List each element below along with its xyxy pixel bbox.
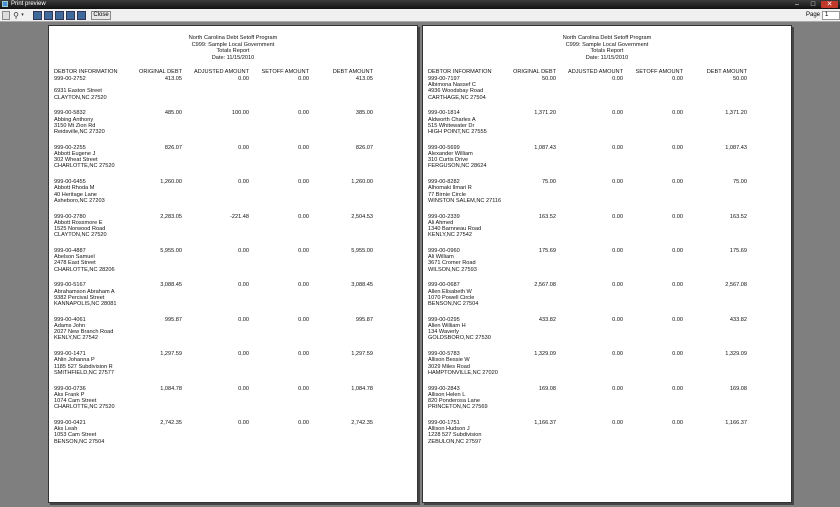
debtor-city: KENLY,NC 27542 xyxy=(54,335,98,342)
page-label: Page xyxy=(806,12,821,18)
adjusted-amount-value: 0.00 xyxy=(238,385,249,392)
debtor-info xyxy=(54,145,115,170)
debtor-info xyxy=(428,282,478,307)
report-header-line4: Date: 11/15/2010 xyxy=(585,54,629,61)
debtor-id: 999-00-1751 xyxy=(428,420,460,426)
setoff-amount-value: 0.00 xyxy=(672,110,683,117)
debtor-street: 2027 New Branch Road xyxy=(54,329,114,336)
debtor-street: 1185 527 Subdivision R xyxy=(54,363,113,370)
debtor-record xyxy=(49,110,417,144)
debtor-record xyxy=(49,386,417,420)
debtor-name: Allen Elisabeth W xyxy=(428,288,472,295)
debtor-record xyxy=(49,248,417,282)
debtor-id: 999-00-8282 xyxy=(428,179,460,186)
debtor-street: 1070 Powell Circle xyxy=(428,294,475,301)
six-pages-icon[interactable] xyxy=(77,11,86,20)
adjusted-amount-value: 0.00 xyxy=(612,110,623,117)
debtor-city: WILSON,NC 27593 xyxy=(428,266,477,273)
debtor-id: 999-00-0687 xyxy=(428,282,460,289)
debtor-city: SMITHFIELD,NC 27577 xyxy=(54,369,114,376)
original-debt-value: 50.00 xyxy=(542,76,556,82)
app-icon xyxy=(2,1,8,7)
debtor-city: CLAYTON,NC 27520 xyxy=(54,232,107,239)
debtor-id: 999-00-2339 xyxy=(428,213,460,220)
debtor-record xyxy=(423,110,791,144)
adjusted-amount-value: -221.48 xyxy=(230,213,249,220)
report-header-line3: Totals Report xyxy=(590,48,624,54)
debt-amount-value: 995.87 xyxy=(355,316,373,323)
debtor-id: 999-00-5167 xyxy=(54,282,86,289)
debt-amount-value: 5,955.00 xyxy=(351,248,373,254)
debtor-street: 40 Heritage Lane xyxy=(54,191,97,198)
debtor-record xyxy=(423,248,791,282)
debtor-name: Abrahamson Abraham A xyxy=(54,288,115,295)
debtor-name: Adams John xyxy=(54,323,86,329)
original-debt-value: 2,742.35 xyxy=(160,420,182,426)
debtor-id: 999-00-2843 xyxy=(428,385,460,392)
debtor-street: 3671 Cromer Road xyxy=(428,260,476,267)
original-debt-value: 75.00 xyxy=(542,179,556,186)
debtor-record xyxy=(423,317,791,351)
original-debt-value: 175.69 xyxy=(538,248,556,254)
debt-amount-value: 169.08 xyxy=(729,385,747,392)
three-pages-icon[interactable] xyxy=(55,11,64,20)
debtor-city: ZEBULON,NC 27597 xyxy=(428,438,482,445)
setoff-amount-header: SETOFF AMOUNT xyxy=(261,69,309,75)
debt-amount-value: 1,087.43 xyxy=(725,144,747,151)
adjusted-amount-header: ADJUSTED AMOUNT xyxy=(193,69,249,75)
original-debt-value: 169.08 xyxy=(538,385,556,392)
debtor-info xyxy=(54,248,115,273)
debtor-info xyxy=(428,248,477,273)
debt-amount-value: 163.52 xyxy=(729,213,747,220)
debtor-street: 1074 Cam Street xyxy=(54,398,97,404)
debtor-street: 515 Whitewater Dr xyxy=(428,122,475,129)
debt-amount-value: 826.07 xyxy=(355,144,373,151)
debtor-name: Aks Frank P xyxy=(54,391,85,398)
debtor-info xyxy=(54,317,113,342)
debtor-id: 999-00-0736 xyxy=(54,385,86,392)
debtor-city: GOLDSBORO,NC 27530 xyxy=(428,335,491,342)
report-page-2 xyxy=(422,25,792,503)
adjusted-amount-value: 0.00 xyxy=(612,316,623,323)
debtor-id: 999-00-5832 xyxy=(54,110,86,117)
debtor-id: 999-00-4887 xyxy=(54,248,86,254)
debtor-name: Ali Ahmed xyxy=(428,219,454,226)
setoff-amount-value: 0.00 xyxy=(298,282,309,289)
print-icon[interactable] xyxy=(2,11,10,20)
adjusted-amount-value: 0.00 xyxy=(238,179,249,186)
adjusted-amount-value: 0.00 xyxy=(612,179,623,186)
debtor-city: CARTHAGE,NC 27504 xyxy=(428,94,486,101)
debtor-id: 999-00-2255 xyxy=(54,144,86,151)
two-pages-icon[interactable] xyxy=(44,11,53,20)
debtor-name: Ali William xyxy=(428,254,454,261)
adjusted-amount-value: 0.00 xyxy=(612,144,623,151)
original-debt-header: ORIGINAL DEBT xyxy=(513,69,556,75)
debt-amount-value: 1,084.78 xyxy=(351,385,373,392)
debtor-name: Abelson Samuel xyxy=(54,254,95,261)
debtor-info xyxy=(428,76,486,101)
setoff-amount-value: 0.00 xyxy=(672,76,683,82)
adjusted-amount-value: 0.00 xyxy=(238,76,249,82)
debtor-info-header: DEBTOR INFORMATION xyxy=(54,69,118,75)
debtor-city: CHARLOTTE,NC 27520 xyxy=(54,404,115,411)
debtor-record xyxy=(423,179,791,213)
setoff-amount-value: 0.00 xyxy=(298,213,309,220)
debtor-name: Abbott Eugene J xyxy=(54,151,96,157)
debt-amount-value: 385.00 xyxy=(355,110,373,117)
debtor-city: PRINCETON,NC 27569 xyxy=(428,404,488,411)
original-debt-value: 826.07 xyxy=(164,144,182,151)
minimize-button[interactable]: – xyxy=(795,1,799,8)
original-debt-value: 5,955.00 xyxy=(160,248,182,254)
debtor-info xyxy=(428,420,482,445)
debtor-info-header: DEBTOR INFORMATION xyxy=(428,69,492,75)
setoff-amount-value: 0.00 xyxy=(298,385,309,392)
debtor-city: KANNAPOLIS,NC 28081 xyxy=(54,301,117,307)
debtor-info xyxy=(54,76,107,101)
debtor-info xyxy=(54,179,105,204)
debtor-street: 1525 Norwood Road xyxy=(54,226,106,232)
debtor-record xyxy=(423,282,791,316)
adjusted-amount-value: 0.00 xyxy=(238,351,249,358)
adjusted-amount-value: 0.00 xyxy=(612,420,623,426)
debtor-record xyxy=(423,351,791,385)
original-debt-value: 433.82 xyxy=(538,316,556,323)
debtor-record xyxy=(49,179,417,213)
adjusted-amount-value: 0.00 xyxy=(238,420,249,426)
debtor-record xyxy=(423,386,791,420)
debtor-record xyxy=(49,282,417,316)
debt-amount-value: 1,329.09 xyxy=(725,351,747,358)
debt-amount-value: 50.00 xyxy=(733,76,747,82)
adjusted-amount-value: 0.00 xyxy=(238,316,249,323)
debtor-name: Ahlin Johanna P xyxy=(54,357,95,364)
setoff-amount-value: 0.00 xyxy=(298,248,309,254)
original-debt-value: 1,260.00 xyxy=(160,179,182,186)
adjusted-amount-value: 0.00 xyxy=(612,282,623,289)
setoff-amount-value: 0.00 xyxy=(298,179,309,186)
debtor-name: Allen William H xyxy=(428,323,466,329)
original-debt-value: 995.87 xyxy=(164,316,182,323)
debt-amount-value: 1,166.37 xyxy=(725,420,747,426)
debt-amount-value: 75.00 xyxy=(733,179,747,186)
debtor-name: Albimona Nassef C xyxy=(428,82,476,89)
title-bar xyxy=(0,0,840,9)
debtor-street: 4936 Woodsbay Road xyxy=(428,88,484,95)
debtor-record xyxy=(423,76,791,110)
debtor-id: 999-00-2780 xyxy=(54,213,86,220)
debtor-street: 9382 Percival Street xyxy=(54,294,105,301)
debtor-record xyxy=(423,420,791,454)
debt-amount-value: 2,504.53 xyxy=(351,213,373,220)
setoff-amount-value: 0.00 xyxy=(298,144,309,151)
debt-amount-value: 175.69 xyxy=(729,248,747,254)
debtor-name: Allison Bessie W xyxy=(428,357,470,364)
setoff-amount-value: 0.00 xyxy=(672,351,683,358)
debtor-name: Aldworth Charles A xyxy=(428,116,476,123)
setoff-amount-value: 0.00 xyxy=(298,110,309,117)
setoff-amount-value: 0.00 xyxy=(672,213,683,220)
debtor-id: 999-00-1471 xyxy=(54,351,86,358)
debtor-city: HIGH POINT,NC 27555 xyxy=(428,129,487,135)
debtor-city: BENSON,NC 27504 xyxy=(428,301,479,307)
report-page-1 xyxy=(48,25,418,503)
debtor-city: FERGUSON,NC 28624 xyxy=(428,163,487,170)
debtor-street: 3029 Miles Road xyxy=(428,363,470,370)
debtor-info xyxy=(428,214,481,239)
debtor-info xyxy=(54,282,117,307)
debtor-name: Alhomaki Ilmari R xyxy=(428,185,472,192)
zoom-dropdown-icon[interactable]: ▾ xyxy=(21,12,24,18)
debtor-info xyxy=(54,420,104,445)
debtor-name: Allison Hudson J xyxy=(428,426,470,433)
debtor-city: WINSTON SALEM,NC 27116 xyxy=(428,197,502,204)
setoff-amount-value: 0.00 xyxy=(672,420,683,426)
debtor-city: Asheboro,NC 27203 xyxy=(54,197,105,204)
adjusted-amount-value: 0.00 xyxy=(612,385,623,392)
debtor-street: 1340 Barnneau Road xyxy=(428,226,482,232)
debt-amount-value: 1,260.00 xyxy=(351,179,373,186)
debt-amount-value: 1,297.59 xyxy=(351,351,373,358)
debtor-name: Abbott Rhoda M xyxy=(54,185,95,192)
debtor-id: 999-00-7197 xyxy=(428,76,460,82)
debtor-record xyxy=(49,317,417,351)
adjusted-amount-value: 0.00 xyxy=(612,76,623,82)
debtor-record xyxy=(49,145,417,179)
adjusted-amount-value: 0.00 xyxy=(238,282,249,289)
debtor-info xyxy=(428,317,491,342)
adjusted-amount-value: 0.00 xyxy=(238,144,249,151)
original-debt-value: 413.05 xyxy=(164,76,182,82)
debtor-info xyxy=(54,214,107,239)
debtor-info xyxy=(428,110,487,135)
debtor-record xyxy=(423,145,791,179)
original-debt-value: 1,329.09 xyxy=(534,351,556,358)
adjusted-amount-value: 0.00 xyxy=(238,248,249,254)
original-debt-value: 163.52 xyxy=(538,213,556,220)
original-debt-value: 1,166.37 xyxy=(534,420,556,426)
one-page-icon[interactable] xyxy=(33,11,42,20)
debtor-id: 999-00-0960 xyxy=(428,248,460,254)
debtor-info xyxy=(54,351,114,376)
debtor-info xyxy=(428,386,488,411)
adjusted-amount-header: ADJUSTED AMOUNT xyxy=(567,69,623,75)
four-pages-icon[interactable] xyxy=(66,11,75,20)
report-header-line4: Date: 11/15/2010 xyxy=(211,54,255,61)
toolbar xyxy=(0,9,840,22)
debtor-street: 820 Ponderosa Lane xyxy=(428,398,480,404)
debtor-street: 1053 Cam Street xyxy=(54,432,97,439)
debt-amount-value: 2,567.08 xyxy=(725,282,747,289)
debt-amount-value: 3,088.45 xyxy=(351,282,373,289)
debtor-name: Alexander William xyxy=(428,151,473,157)
debtor-street: 134 Waverly xyxy=(428,329,459,336)
debtor-id: 999-00-2752 xyxy=(54,76,86,82)
debtor-city: HAMPTONVILLE,NC 27020 xyxy=(428,369,498,376)
close-window-button[interactable]: ✕ xyxy=(821,1,838,8)
original-debt-value: 485.00 xyxy=(164,110,182,117)
debtor-record xyxy=(49,351,417,385)
setoff-amount-value: 0.00 xyxy=(298,76,309,82)
original-debt-header: ORIGINAL DEBT xyxy=(139,69,182,75)
debtor-street: 3150 Mt Zion Rd xyxy=(54,122,96,129)
debtor-city: KENLY,NC 27542 xyxy=(428,232,472,239)
report-header-line2: C999: Sample Local Government xyxy=(565,41,649,48)
setoff-amount-value: 0.00 xyxy=(672,316,683,323)
original-debt-value: 3,088.45 xyxy=(160,282,182,289)
setoff-amount-value: 0.00 xyxy=(672,248,683,254)
setoff-amount-value: 0.00 xyxy=(672,179,683,186)
debtor-name: Aks Leah xyxy=(54,426,78,433)
debtor-street: 302 Wheat Street xyxy=(54,157,98,164)
report-header-line1: North Carolina Debt Setoff Program xyxy=(562,35,652,41)
debtor-record xyxy=(423,214,791,248)
original-debt-value: 1,084.78 xyxy=(160,385,182,392)
debtor-record xyxy=(49,420,417,454)
debtor-record xyxy=(49,76,417,110)
original-debt-value: 2,283.05 xyxy=(160,213,182,220)
report-header-line2: C999: Sample Local Government xyxy=(191,41,275,48)
adjusted-amount-value: 0.00 xyxy=(612,213,623,220)
debtor-id: 999-00-5699 xyxy=(428,144,460,151)
page-number-input[interactable]: 1 xyxy=(822,11,840,20)
adjusted-amount-value: 100.00 xyxy=(231,110,249,117)
debtor-id: 999-00-1814 xyxy=(428,110,460,117)
debtor-city: BENSON,NC 27504 xyxy=(54,438,105,445)
window-title: Print preview xyxy=(11,1,46,7)
debtor-id: 999-00-4061 xyxy=(54,316,86,323)
debtor-info xyxy=(428,179,501,204)
debtor-street: 6931 Easton Street xyxy=(54,88,102,95)
debtor-id: 999-00-6455 xyxy=(54,179,86,186)
setoff-amount-value: 0.00 xyxy=(672,385,683,392)
debt-amount-value: 2,742.35 xyxy=(351,420,373,426)
debtor-city: CLAYTON,NC 27520 xyxy=(54,94,107,101)
debtor-info xyxy=(54,110,105,135)
debtor-street: 310 Curtis Drive xyxy=(428,157,469,164)
debt-amount-header: DEBT AMOUNT xyxy=(332,69,373,75)
zoom-icon[interactable]: ⚲ xyxy=(13,11,19,20)
adjusted-amount-value: 0.00 xyxy=(612,248,623,254)
debtor-info xyxy=(54,386,115,411)
original-debt-value: 1,371.20 xyxy=(534,110,556,117)
debtor-record xyxy=(49,214,417,248)
debtor-city: CHARLOTTE,NC 27520 xyxy=(54,163,115,170)
original-debt-value: 2,567.08 xyxy=(534,282,556,289)
debtor-street: 77 Birnie Circle xyxy=(428,191,466,198)
debtor-name: Allison Helen L xyxy=(428,391,466,398)
debtor-city: CHARLOTTE,NC 28206 xyxy=(54,266,115,273)
original-debt-value: 1,297.59 xyxy=(160,351,182,358)
debt-amount-value: 1,371.20 xyxy=(725,110,747,117)
debt-amount-value: 433.82 xyxy=(729,316,747,323)
maximize-button[interactable]: □ xyxy=(810,1,816,8)
setoff-amount-value: 0.00 xyxy=(672,144,683,151)
debtor-name: Abbott Rossmore E xyxy=(54,219,103,226)
adjusted-amount-value: 0.00 xyxy=(612,351,623,358)
setoff-amount-value: 0.00 xyxy=(298,351,309,358)
debtor-street: 2478 East Street xyxy=(54,260,96,267)
setoff-amount-value: 0.00 xyxy=(672,282,683,289)
report-header-line3: Totals Report xyxy=(216,48,250,54)
debtor-street: 1228 527 Subdivision xyxy=(428,432,482,439)
debtor-info xyxy=(428,351,498,376)
setoff-amount-header: SETOFF AMOUNT xyxy=(635,69,683,75)
original-debt-value: 1,087.43 xyxy=(534,144,556,151)
setoff-amount-value: 0.00 xyxy=(298,316,309,323)
debtor-id: 999-00-0295 xyxy=(428,316,460,323)
report-header-line1: North Carolina Debt Setoff Program xyxy=(188,35,278,41)
debtor-city: Reidsville,NC 27320 xyxy=(54,129,105,135)
debt-amount-value: 413.05 xyxy=(355,76,373,82)
debtor-info xyxy=(428,145,486,170)
debtor-id: 999-00-0421 xyxy=(54,420,86,426)
debtor-id: 999-00-5783 xyxy=(428,351,460,358)
debtor-name: Abbing Anthony xyxy=(54,116,94,123)
debt-amount-header: DEBT AMOUNT xyxy=(706,69,747,75)
setoff-amount-value: 0.00 xyxy=(298,420,309,426)
close-button[interactable]: Close xyxy=(91,11,111,20)
